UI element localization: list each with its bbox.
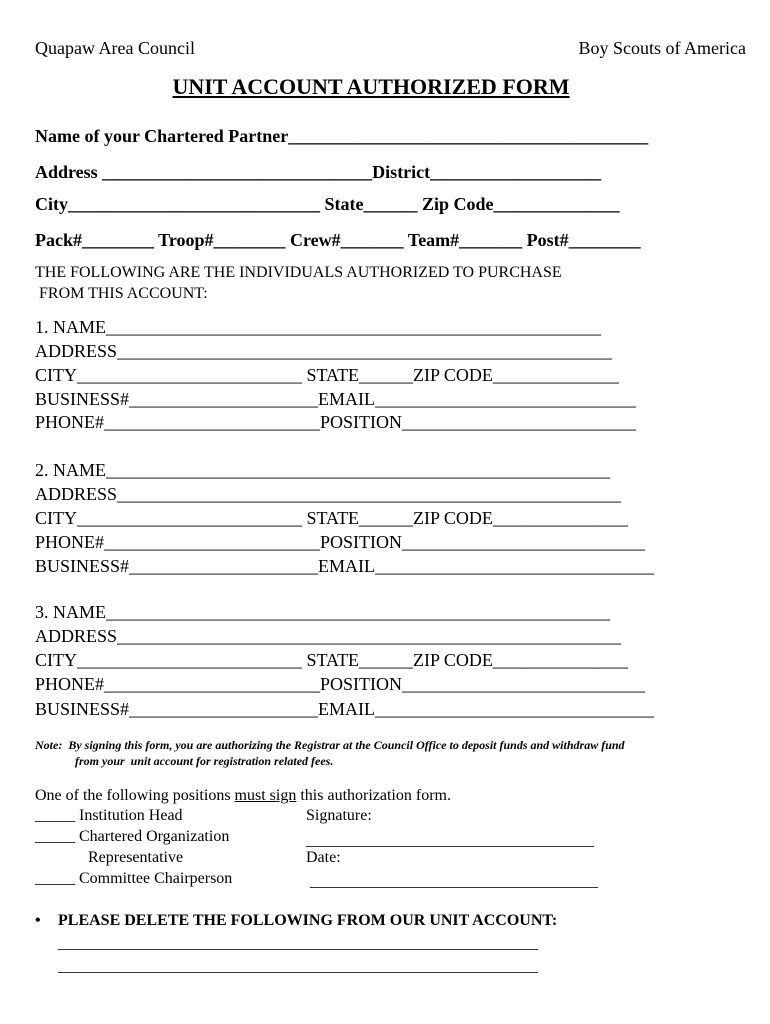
person-3-business-field[interactable]: BUSINESS#_____________________EMAIL_______________________________ [35,699,655,719]
person-1-city-field[interactable]: CITY_________________________ STATE______ZIP CODE______________ [35,365,619,385]
person-2-city-field[interactable]: CITY_________________________ STATE______ZIP CODE_______________ [35,508,628,528]
person-2-address-field[interactable]: ADDRESS________________________________________________________ [35,484,622,504]
person-1-phone-field[interactable]: PHONE#________________________POSITION__________________________ [35,412,637,432]
signing-suffix: this authorization form. [296,787,451,804]
person-3-address-field[interactable]: ADDRESS________________________________________________________ [35,626,622,646]
person-2-phone-field[interactable]: PHONE#________________________POSITION___________________________ [35,532,646,552]
signing-prefix: One of the following positions [35,787,235,804]
person-1-name-field[interactable]: 1. NAME_______________________________________________________ [35,317,601,337]
date-line[interactable]: ____________________________________ [310,873,598,890]
chartered-partner-field[interactable]: Name of your Chartered Partner________________________________________ [35,126,649,146]
organization-name: Boy Scouts of America [578,38,746,58]
person-1-business-field[interactable]: BUSINESS#_____________________EMAIL_____________________________ [35,389,637,409]
note-line-1: Note: By signing this form, you are authorizing the Registrar at the Council Office to deposit funds and withdraw fund [35,738,625,752]
institution-head-option[interactable]: _____ Institution Head [35,807,183,824]
chartered-org-option[interactable]: _____ Chartered Organization [35,828,230,845]
person-3-name-field[interactable]: 3. NAME________________________________________________________ [35,602,610,622]
person-1-address-field[interactable]: ADDRESS_______________________________________________________ [35,341,613,361]
must-sign-text: must sign [234,787,297,804]
form-title: UNIT ACCOUNT AUTHORIZED FORM [172,74,570,99]
unit-numbers-field[interactable]: Pack#________ Troop#________ Crew#_______ Team#_______ Post#________ [35,230,641,250]
committee-chairperson-option[interactable]: _____ Committee Chairperson [35,870,233,887]
intro-line-1: THE FOLLOWING ARE THE INDIVIDUALS AUTHORIZED TO PURCHASE [35,264,562,281]
delete-line-1[interactable]: ____________________________________________________________ [58,935,538,952]
address-district-field[interactable]: Address ______________________________District___________________ [35,162,602,182]
delete-heading: PLEASE DELETE THE FOLLOWING FROM OUR UNIT ACCOUNT: [58,912,558,929]
person-3-city-field[interactable]: CITY_________________________ STATE______ZIP CODE_______________ [35,650,628,670]
person-2-business-field[interactable]: BUSINESS#_____________________EMAIL_______________________________ [35,556,655,576]
signature-line[interactable]: ____________________________________ [306,832,594,849]
chartered-org-option-continued: Representative [88,849,184,866]
council-name: Quapaw Area Council [35,38,195,58]
date-label: Date: [306,849,341,866]
city-state-zip-field[interactable]: City____________________________ State______ Zip Code______________ [35,194,620,214]
note-line-2: from your unit account for registration related fees. [75,754,334,768]
delete-line-2[interactable]: ____________________________________________________________ [58,958,538,975]
person-3-phone-field[interactable]: PHONE#________________________POSITION___________________________ [35,674,646,694]
signature-label: Signature: [306,807,372,824]
intro-line-2: FROM THIS ACCOUNT: [35,285,208,302]
signing-instruction [35,787,451,805]
person-2-name-field[interactable]: 2. NAME________________________________________________________ [35,460,610,480]
bullet-icon: • [35,912,41,929]
